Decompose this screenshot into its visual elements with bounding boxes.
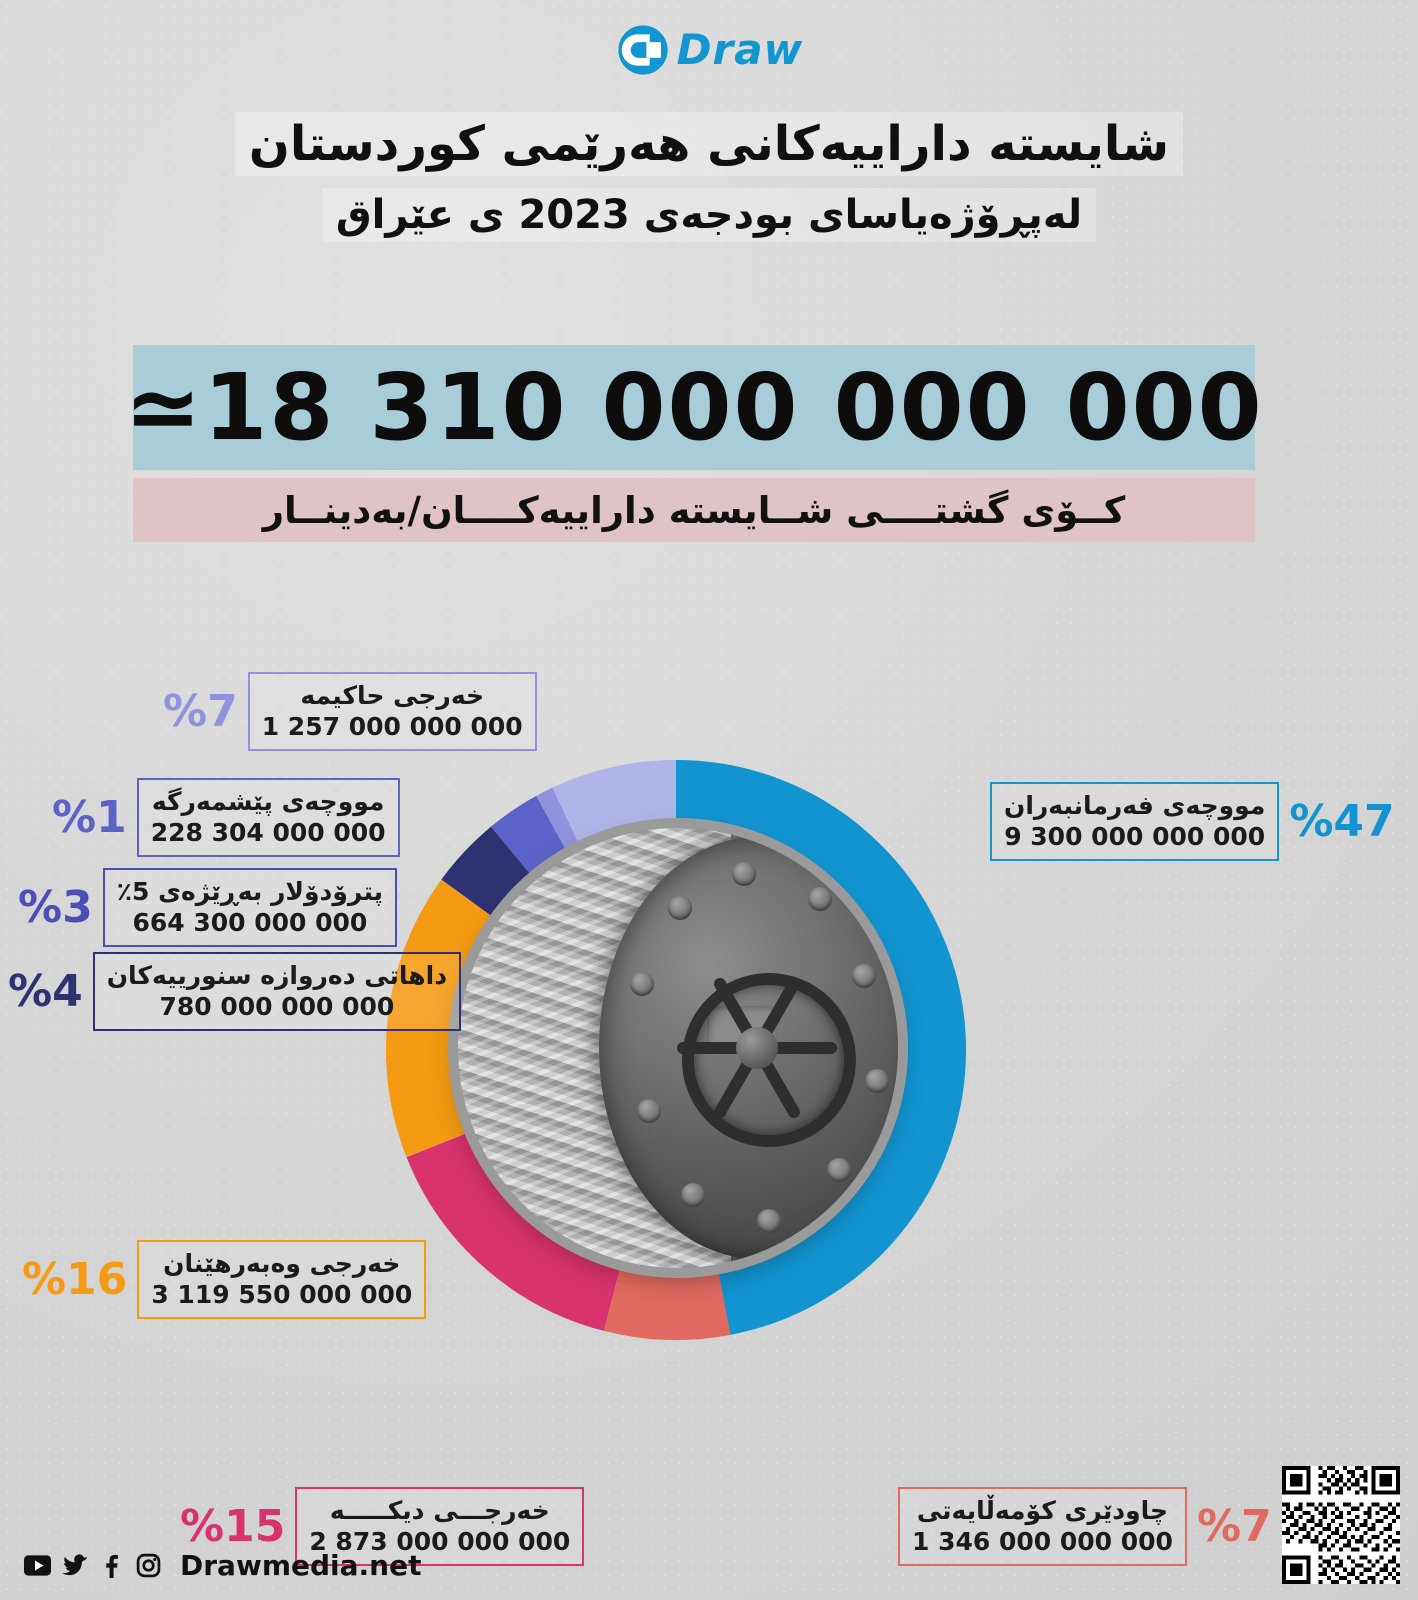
callout-border-revenue xyxy=(8,952,461,1031)
callout-hakim-box xyxy=(248,672,537,751)
callout-hakim xyxy=(163,672,537,751)
callout-investment-percent: %16 xyxy=(22,1253,128,1305)
callout-social-care-amount: 1 346 000 000 000 xyxy=(912,1527,1173,1557)
total-value: ≃18 310 000 000 000 xyxy=(124,354,1264,461)
youtube-icon[interactable] xyxy=(24,1553,51,1578)
callout-staff-salaries-box xyxy=(990,782,1279,861)
callout-investment-box xyxy=(137,1240,426,1319)
twitter-icon[interactable] xyxy=(61,1553,88,1578)
callout-petrodollar-label: پترۆدۆلار بەڕێژەی 5٪ xyxy=(116,877,384,906)
website-label[interactable]: Drawmedia.net xyxy=(180,1549,422,1582)
callout-peshmerga-label: مووچەی پێشمەرگە xyxy=(151,787,385,816)
draw-logo-icon xyxy=(615,22,671,78)
callout-petrodollar-box xyxy=(103,868,397,947)
instagram-icon[interactable] xyxy=(135,1553,162,1578)
total-value-banner xyxy=(124,345,1264,470)
page-title xyxy=(0,112,1418,242)
total-caption: کــۆی گشتــــی شــایستە داراییەکــــان/بەدینــار xyxy=(262,488,1126,532)
qr-code[interactable] xyxy=(1282,1466,1400,1584)
callout-investment xyxy=(22,1240,426,1319)
title-line-2: لەپڕۆژەیاسای بودجەی 2023 ی عێراق xyxy=(322,188,1096,242)
callout-petrodollar-percent: %3 xyxy=(18,881,93,933)
logo-text: Draw xyxy=(676,25,804,74)
callout-staff-salaries-amount: 9 300 000 000 000 xyxy=(1004,822,1266,852)
title-line-1: شایسته داراییەکانی هەرێمی کوردستان xyxy=(235,112,1183,176)
total-caption-banner xyxy=(133,478,1255,542)
callout-border-revenue-box xyxy=(93,952,461,1031)
vault-door xyxy=(599,837,898,1259)
pie-chart xyxy=(366,740,986,1420)
callout-peshmerga-percent: %1 xyxy=(52,791,127,843)
callout-peshmerga xyxy=(52,778,400,857)
callout-other-expenses-amount: 2 873 000 000 000 xyxy=(309,1527,571,1557)
callout-hakim-amount: 1 257 000 000 000 xyxy=(261,712,523,742)
callout-peshmerga-amount: 228 304 000 000 xyxy=(150,818,386,848)
callout-other-expenses-label: خەرجـــی دیکـــــە xyxy=(329,1496,550,1525)
callout-staff-salaries xyxy=(990,782,1395,861)
callout-social-care-percent: %7 xyxy=(1196,1500,1272,1552)
callout-petrodollar-amount: 664 300 000 000 xyxy=(132,908,368,938)
callout-investment-amount: 3 119 550 000 000 xyxy=(151,1280,413,1310)
callout-border-revenue-label: داهاتی دەروازە سنورییەکان xyxy=(106,961,448,990)
callout-social-care-box xyxy=(898,1487,1187,1566)
callout-other-expenses-percent: %15 xyxy=(180,1500,286,1552)
callout-hakim-percent: %7 xyxy=(163,685,238,737)
vault-illustration xyxy=(458,828,898,1268)
callout-petrodollar xyxy=(18,868,397,947)
callout-investment-label: خەرجی وەبەرهێنان xyxy=(163,1249,401,1278)
facebook-icon[interactable] xyxy=(98,1553,125,1578)
callout-staff-salaries-label: مووچەی فەرمانبەران xyxy=(1004,791,1266,820)
callout-staff-salaries-percent: %47 xyxy=(1289,795,1395,847)
brand-logo xyxy=(0,22,1418,82)
callout-peshmerga-box xyxy=(137,778,400,857)
callout-border-revenue-percent: %4 xyxy=(8,965,83,1017)
callout-hakim-label: خەرجی حاکیمە xyxy=(300,681,484,710)
callout-social-care-label: چاودێری کۆمەڵایەتی xyxy=(916,1496,1169,1525)
callout-border-revenue-amount: 780 000 000 000 xyxy=(159,992,395,1022)
callout-social-care xyxy=(898,1487,1272,1566)
footer-social-bar xyxy=(24,1549,421,1582)
